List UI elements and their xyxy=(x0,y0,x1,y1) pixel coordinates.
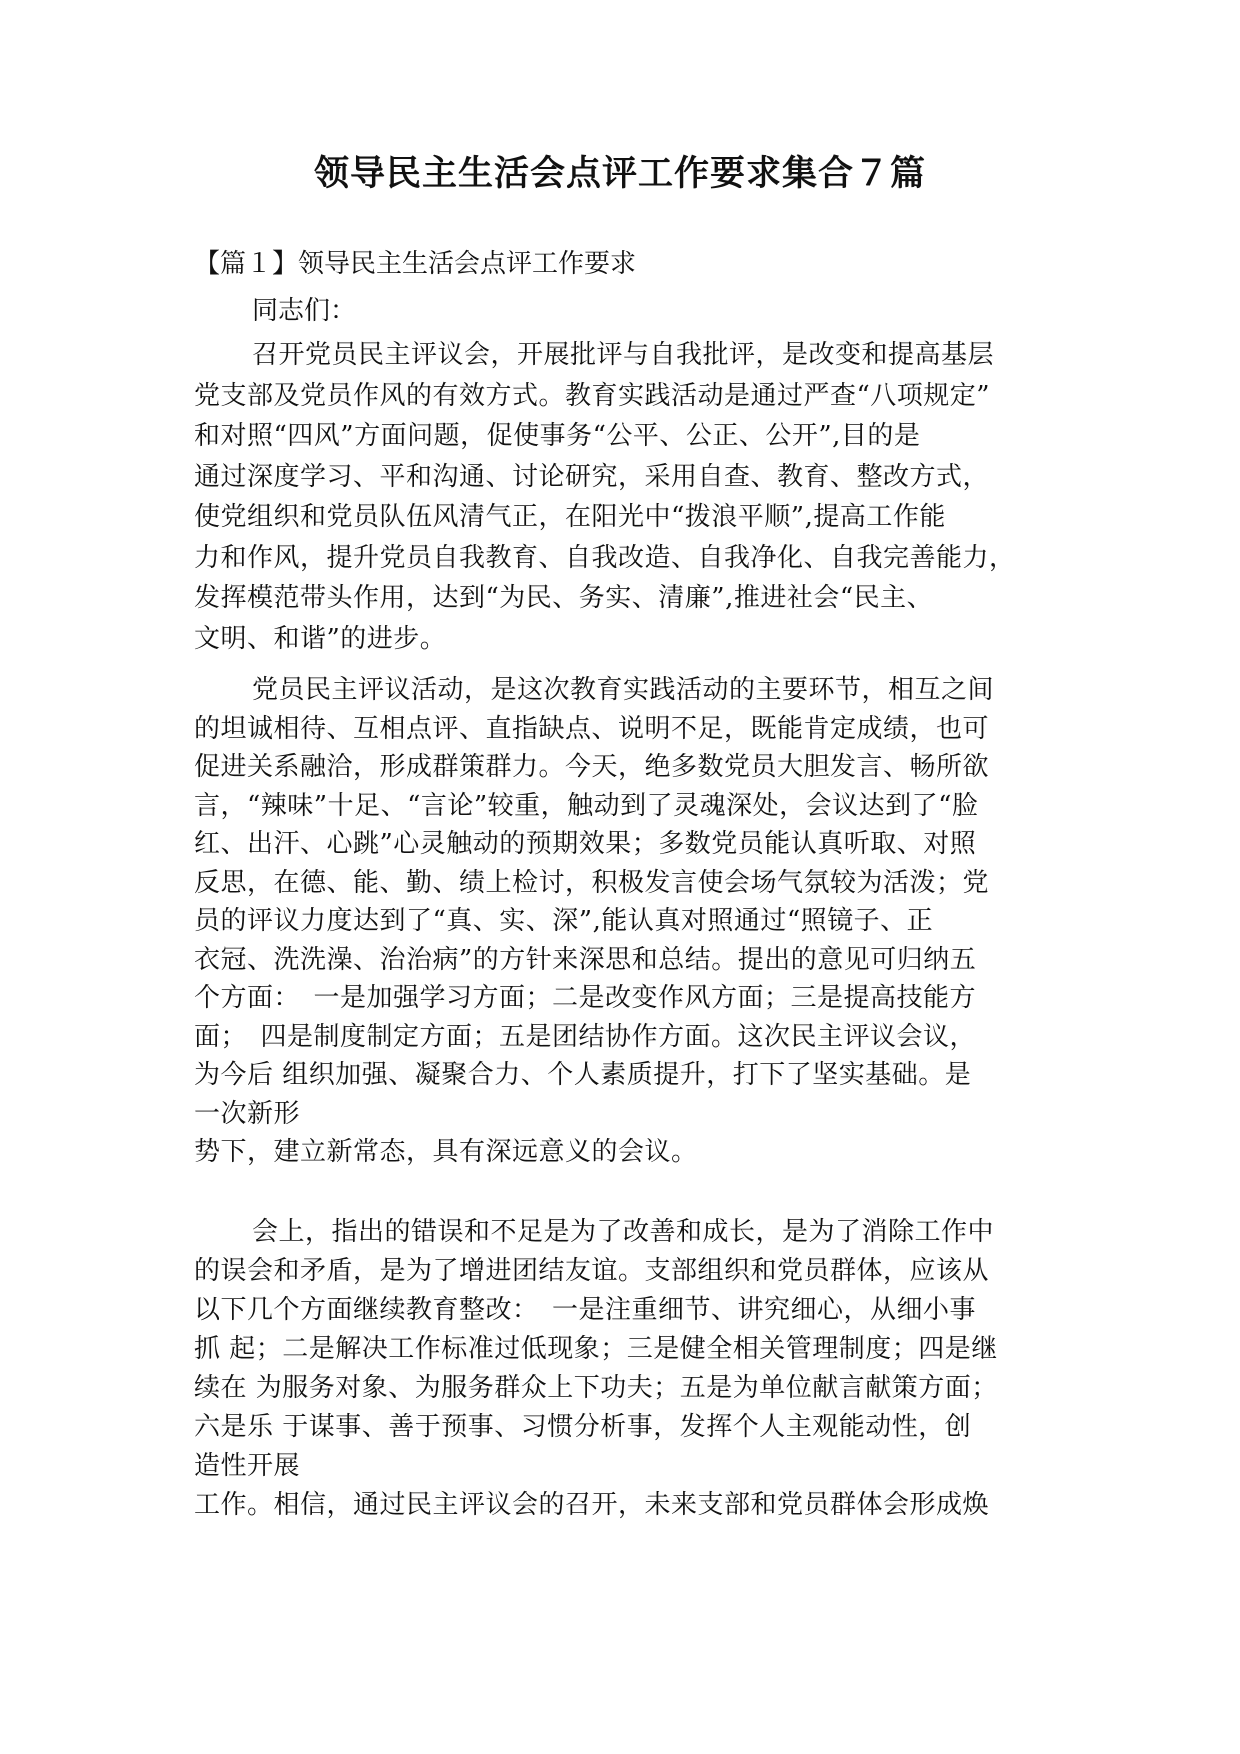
paragraph-line: 的坦诚相待、互相点评、直指缺点、说明不足，既能肯定成绩，也可 xyxy=(194,713,990,744)
paragraph-line: 势下，建立新常态，具有深远意义的会议。 xyxy=(194,1137,698,1167)
paragraph-line: 造性开展 xyxy=(194,1451,301,1481)
paragraph-line: 一次新形 xyxy=(194,1098,301,1129)
paragraph-line: 续在 为服务对象、为服务群众上下功夫；五是为单位献言献策方面； xyxy=(194,1373,998,1403)
paragraph-line: 言，“辣味”十足、“言论”较重，触动到了灵魂深处，会议达到了“脸 xyxy=(194,790,979,821)
paragraph-line: 文明、和谐”的进步。 xyxy=(194,623,447,654)
paragraph-line: 工作。相信，通过民主评议会的召开，未来支部和党员群体会形成焕 xyxy=(194,1490,990,1520)
paragraph-line: 反思，在德、能、勤、绩上检讨，积极发言使会场气氛较为活泼；党 xyxy=(194,867,990,898)
paragraph-line: 召开党员民主评议会，开展批评与自我批评，是改变和提高基层 xyxy=(252,340,995,370)
paragraph-line: 抓 起；二是解决工作标准过低现象；三是健全相关管理制度；四是继 xyxy=(194,1334,998,1364)
paragraph-line: 个方面： 一是加强学习方面；二是改变作风方面；三是提高技能方 xyxy=(194,983,977,1013)
paragraph-line: 和对照“四风”方面问题，促使事务“公平、公正、公开”,目的是 xyxy=(194,421,921,451)
paragraph-line: 会上，指出的错误和不足是为了改善和成长，是为了消除工作中 xyxy=(252,1217,995,1247)
paragraph-line: 通过深度学习、平和沟通、讨论研究，采用自查、教育、整改方式， xyxy=(194,461,990,492)
paragraph-line: 促进关系融洽，形成群策群力。今天，绝多数党员大胆发言、畅所欲 xyxy=(194,752,990,782)
paragraph-line: 使党组织和党员队伍风清气正，在阳光中“拨浪平顺”,提高工作能 xyxy=(194,502,946,532)
paragraph-line: 党员民主评议活动，是这次教育实践活动的主要环节，相互之间 xyxy=(252,675,995,705)
paragraph-2 xyxy=(194,670,1064,1171)
paragraph-line: 的误会和矛盾，是为了增进团结友谊。支部组织和党员群体，应该从 xyxy=(194,1256,990,1286)
paragraph-line: 六是乐 于谋事、善于预事、习惯分析事，发挥个人主观能动性，创 xyxy=(194,1412,972,1442)
paragraph-line: 以下几个方面继续教育整改： 一是注重细节、讲究细心，从细小事 xyxy=(194,1295,977,1325)
paragraph-line: 衣冠、洗洗澡、治治病”的方针来深思和总结。提出的意见可归纳五 xyxy=(194,944,977,975)
paragraph-line: 红、出汗、心跳”心灵触动的预期效果；多数党员能认真听取、对照 xyxy=(194,829,977,859)
section-heading: 【篇１】领导民主生活会点评工作要求 xyxy=(194,249,637,279)
document-title: 领导民主生活会点评工作要求集合７篇 xyxy=(313,154,926,194)
paragraph-line: 发挥模范带头作用，达到“为民、务实、清廉”,推进社会“民主、 xyxy=(194,583,934,613)
paragraph-line: 为今后 组织加强、凝聚合力、个人素质提升，打下了坚实基础。是 xyxy=(194,1060,972,1090)
salutation: 同志们： xyxy=(252,296,357,326)
paragraph-1 xyxy=(194,335,1064,659)
paragraph-line: 员的评议力度达到了“真、实、深”,能认真对照通过“照镜子、正 xyxy=(194,906,934,936)
paragraph-line: 面； 四是制度制定方面；五是团结协作方面。这次民主评议会议， xyxy=(194,1021,977,1052)
paragraph-line: 党支部及党员作风的有效方式。教育实践活动是通过严查“八项规定” xyxy=(194,380,991,411)
paragraph-3 xyxy=(194,1212,1064,1524)
paragraph-line: 力和作风，提升党员自我教育、自我改造、自我净化、自我完善能力， xyxy=(194,542,1016,573)
